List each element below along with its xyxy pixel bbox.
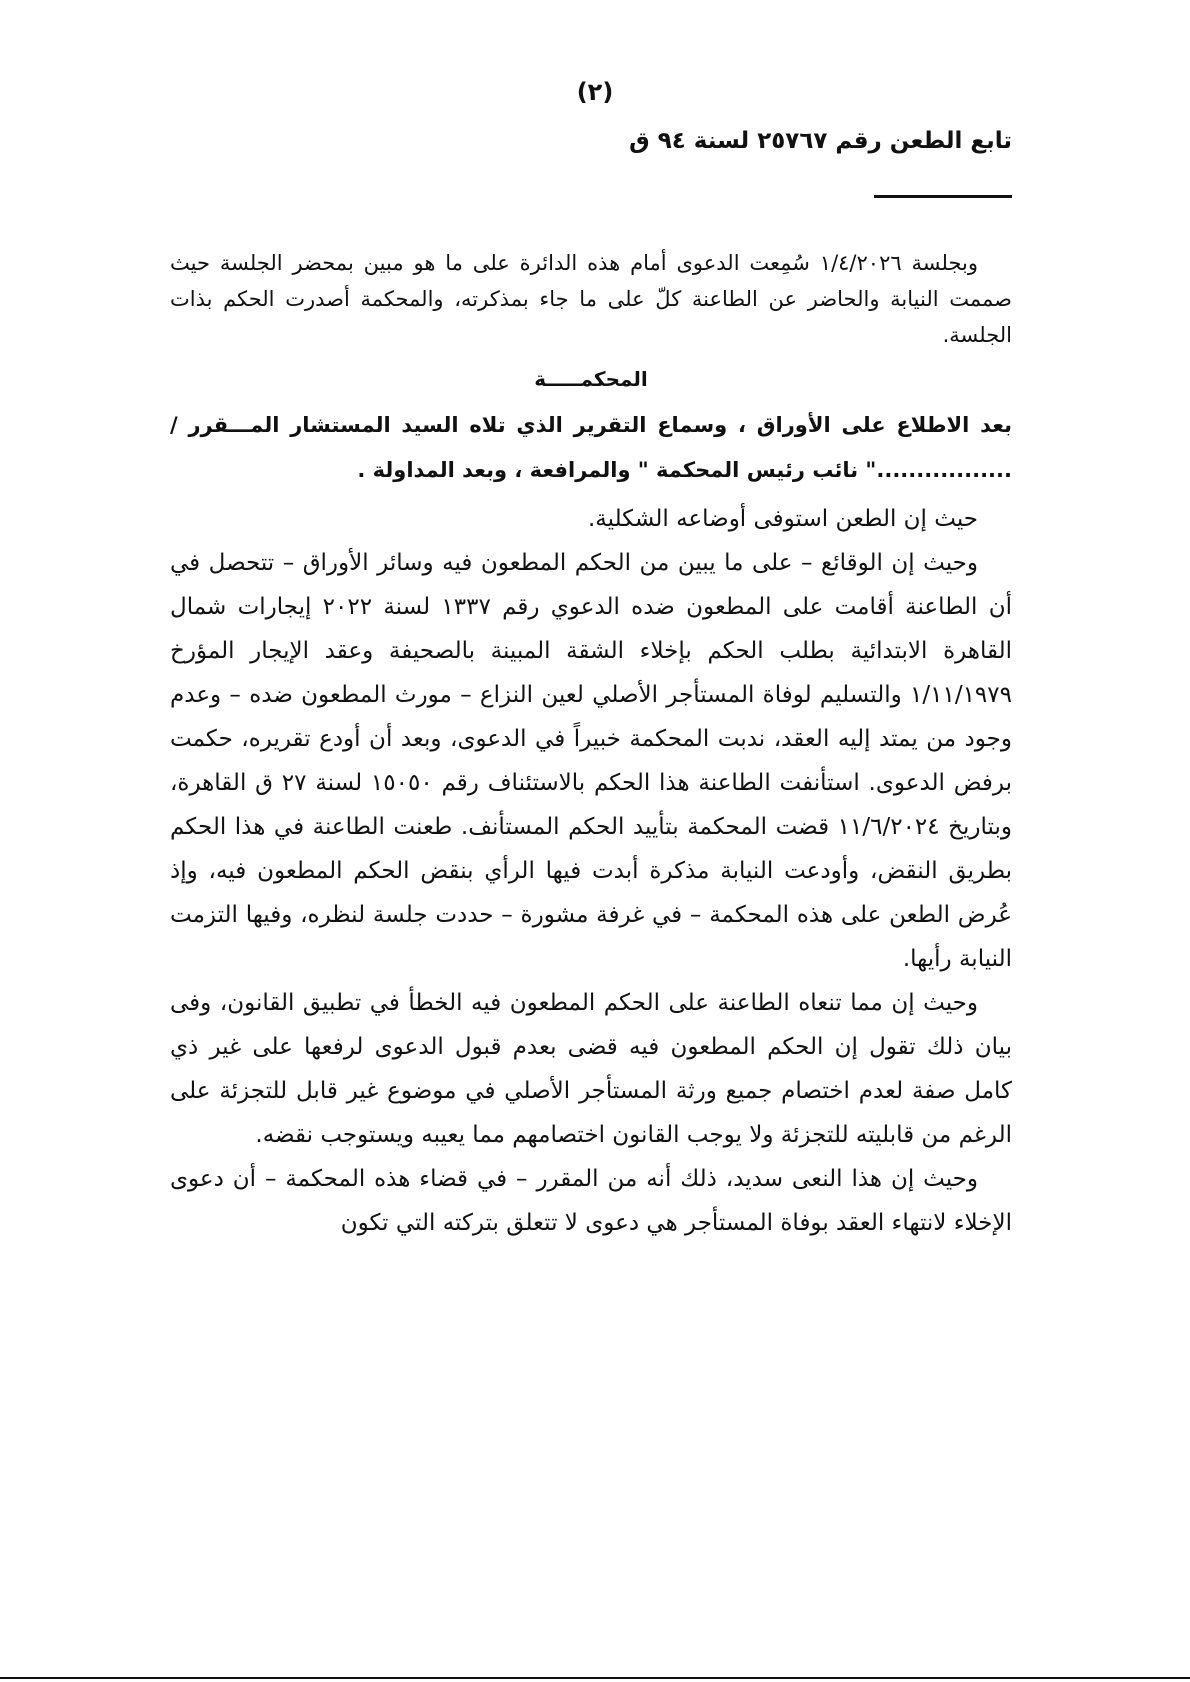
page-number: (٢): [576, 78, 614, 106]
paragraph: وحيث إن الوقائع – على ما يبين من الحكم المطعون فيه وسائر الأوراق – تتحصل في أن الطاعنة أقامت على المطعون ضده الدعوي رقم ١٣٣٧ لسنة ٢٠٢٢ إيجارات شمال القاهرة الابتدائية بطلب الحكم بإخلاء الشقة المبينة بالصحيفة وعقد الإيجار المؤرخ ١/١١/١٩٧٩ والتسليم لوفاة المستأجر الأصلي لعين النزاع – مورث المطعون ضده – وعدم وجود من يمتد إليه العقد، ندبت المحكمة خبيراً في الدعوى، وبعد أن أودع تقريره، حكمت برفض الدعوى. استأنفت الطاعنة هذا الحكم بالاستئناف رقم ١٥٠٥٠ لسنة ٢٧ ق القاهرة، وبتاريخ ١١/٦/٢٠٢٤ قضت المحكمة بتأييد الحكم المستأنف. طعنت الطاعنة في هذا الحكم بطريق النقض، وأودعت النيابة مذكرة أبدت فيها الرأي بنقض الحكم المطعون فيه، وإذ عُرض الطعن على هذه المحكمة – في غرفة مشورة – حددت جلسة لنظره، وفيها التزمت النيابة رأيها.: [170, 550, 1012, 972]
paragraph: وحيث إن هذا النعى سديد، ذلك أنه من المقرر – في قضاء هذه المحكمة – أن دعوى الإخلاء لانتهاء العقد بوفاة المستأجر هي دعوى لا تتعلق بتركته التي تكون: [170, 1166, 1012, 1236]
judgment-text: [170, 497, 1012, 1245]
footer-divider: [0, 1677, 1190, 1679]
header-divider: [874, 195, 1012, 198]
paragraph: وحيث إن مما تنعاه الطاعنة على الحكم المطعون فيه الخطأ في تطبيق القانون، وفى بيان ذلك تقول إن الحكم المطعون فيه قضى بعدم قبول الدعوى لرفعها على غير ذي كامل صفة لعدم اختصام جميع ورثة المستأجر الأصلي في موضوع غير قابل للتجزئة على الرغم من قابليته للتجزئة ولا يوجب القانون اختصامهم مما يعيبه ويستوجب نقضه.: [170, 990, 1012, 1148]
paragraph: حيث إن الطعن استوفى أوضاعه الشكلية.: [587, 506, 978, 532]
case-reference: تابع الطعن رقم ٢٥٧٦٧ لسنة ٩٤ ق: [629, 128, 1012, 154]
intro-paragraph: وبجلسة ١/٤/٢٠٢٦ سُمِعت الدعوى أمام هذه الدائرة على ما هو مبين بمحضر الجلسة حيث صممت النيابة والحاضر عن الطاعنة كلّ على ما جاء بمذكرته، والمحكمة أصدرت الحكم بذات الجلسة.: [170, 251, 1012, 347]
preamble-paragraph: بعد الاطلاع على الأوراق ، وسماع التقرير الذي تلاه السيد المستشار المـــقرر / ................." نائب رئيس المحكمة " والمرافعة ، وبعد المداولة .: [170, 413, 1012, 482]
document-body: [170, 245, 1012, 1245]
section-title: المحكمـــــة: [534, 367, 648, 391]
